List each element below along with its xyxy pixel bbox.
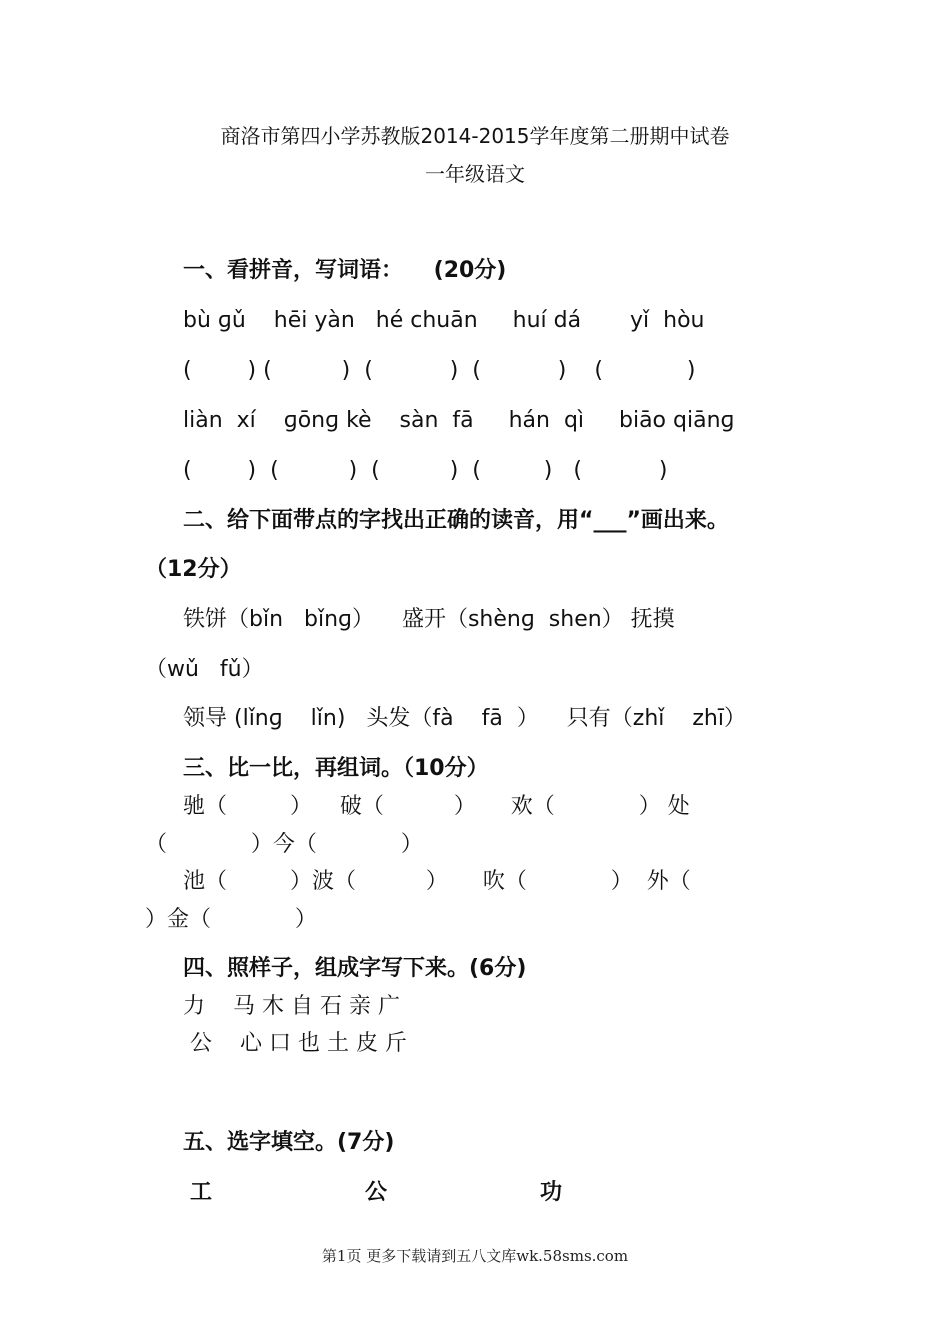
section-5-heading: 五、选字填空。(7分) (183, 1130, 395, 1155)
section-2-points: （12分） (145, 557, 242, 582)
section-3-line-2-continued: ）金（ ） (145, 907, 317, 932)
section-4-line-2: 公 心 口 也 土 皮 斤 (183, 1031, 407, 1056)
section-3-heading: 三、比一比，再组词。（10分） (183, 756, 489, 781)
choice-gong-merit: 功 (540, 1180, 563, 1205)
section-2-line-1-continued: （wǔ fǔ） (145, 657, 264, 682)
section-1-pinyin-row-2: liàn xí ɡōnɡ kè sàn fā hán qì biāo qiānɡ (183, 408, 735, 433)
section-1-pinyin-row-1: bù ɡǔ hēi yàn hé chuān huí dá yǐ hòu (183, 308, 705, 333)
section-1-brackets-row-2: ( ) ( ) ( ) ( ) ( ) (183, 458, 668, 483)
exam-subtitle: 一年级语文 (425, 162, 525, 186)
section-3-line-2: 池（ ）波（ ） 吹（ ） 外（ (183, 869, 691, 894)
exam-title: 商洛市第四小学苏教版2014-2015学年度第二册期中试卷 (220, 124, 730, 148)
choice-gong-public: 公 (365, 1180, 388, 1205)
choice-gong-work: 工 (190, 1180, 213, 1205)
section-2-line-2: 领导 (lǐnɡ lǐn) 头发（fà fā ） 只有（zhǐ zhī） (183, 706, 746, 731)
section-3-line-1-continued: （ ）今（ ） (145, 832, 423, 857)
section-4-line-1: 力 马 木 自 石 亲 广 (183, 994, 400, 1019)
section-2-heading: 二、给下面带点的字找出正确的读音，用“___”画出来。 (183, 508, 729, 533)
section-1-brackets-row-1: ( ) ( ) ( ) ( ) ( ) (183, 358, 696, 383)
page-footer: 第1页 更多下载请到五八文库wk.58sms.com (321, 1247, 629, 1265)
section-2-line-1: 铁饼（bǐn bǐnɡ） 盛开（shènɡ shen） 抚摸 (183, 607, 675, 632)
section-4-heading: 四、照样子，组成字写下来。(6分) (183, 956, 527, 981)
section-3-line-1: 驰（ ） 破（ ） 欢（ ） 处 (183, 794, 690, 819)
section-1-heading: 一、看拼音，写词语： (20分) (183, 258, 507, 283)
